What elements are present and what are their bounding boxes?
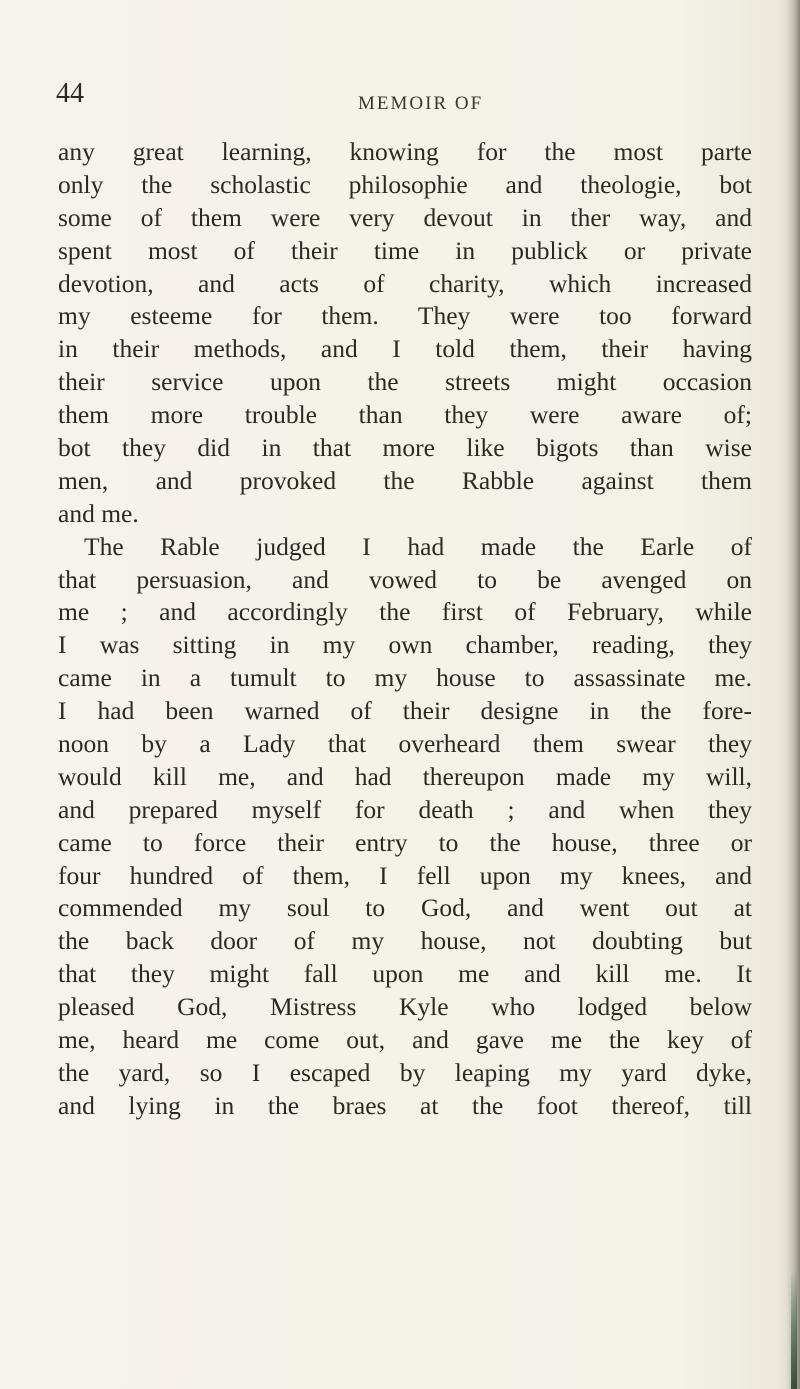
text-line: noon by a Lady that overheard them swear they [58,729,752,759]
page-number: 44 [56,78,84,109]
text-line: the back door of my house, not doubting but [58,926,752,956]
text-line: my esteeme for them. They were too forward [58,301,752,331]
text-line: The Rable judged I had made the Earle of [84,531,752,561]
text-line: came in a tumult to my house to assassinate me. [58,663,752,693]
text-line: them more trouble than they were aware of; [58,400,752,430]
text-line: me, heard me come out, and gave me the key of [58,1025,752,1055]
text-line: I was sitting in my own chamber, reading, they [58,630,752,660]
text-line: me ; and accordingly the first of February, while [58,597,752,627]
text-line: commended my soul to God, and went out at [58,893,752,923]
running-head: MEMOIR OF [358,93,484,114]
text-line: men, and provoked the Rabble against them [58,465,752,495]
text-line: bot they did in that more like bigots than wise [58,433,752,463]
page-edge-shadow [786,0,800,1389]
text-line: their service upon the streets might occasion [58,367,752,397]
text-line: and me. [58,498,139,528]
text-line: in their methods, and I told them, their having [58,334,752,364]
text-line: any great learning, knowing for the most parte [58,137,752,166]
text-line: four hundred of them, I fell upon my knees, and [58,860,752,890]
text-line: and prepared myself for death ; and when they [58,794,752,824]
text-line: I had been warned of their designe in the fore- [58,696,752,726]
text-line: would kill me, and had thereupon made my will, [58,761,752,791]
body-text [58,136,752,1123]
text-line: pleased God, Mistress Kyle who lodged below [58,992,752,1022]
text-line: and lying in the braes at the foot thereof, till [58,1090,752,1120]
text-line: the yard, so I escaped by leaping my yard dyke, [58,1057,752,1087]
text-line: some of them were very devout in ther way, and [58,202,752,232]
text-line: that persuasion, and vowed to be avenged on [58,564,752,594]
text-line: spent most of their time in publick or private [58,235,752,265]
text-line: came to force their entry to the house, three or [58,827,752,857]
page-edge-stain [791,1270,797,1389]
text-line: only the scholastic philosophie and theologie, bot [58,169,752,199]
text-line: that they might fall upon me and kill me. It [58,959,752,989]
text-line: devotion, and acts of charity, which increased [58,268,752,298]
